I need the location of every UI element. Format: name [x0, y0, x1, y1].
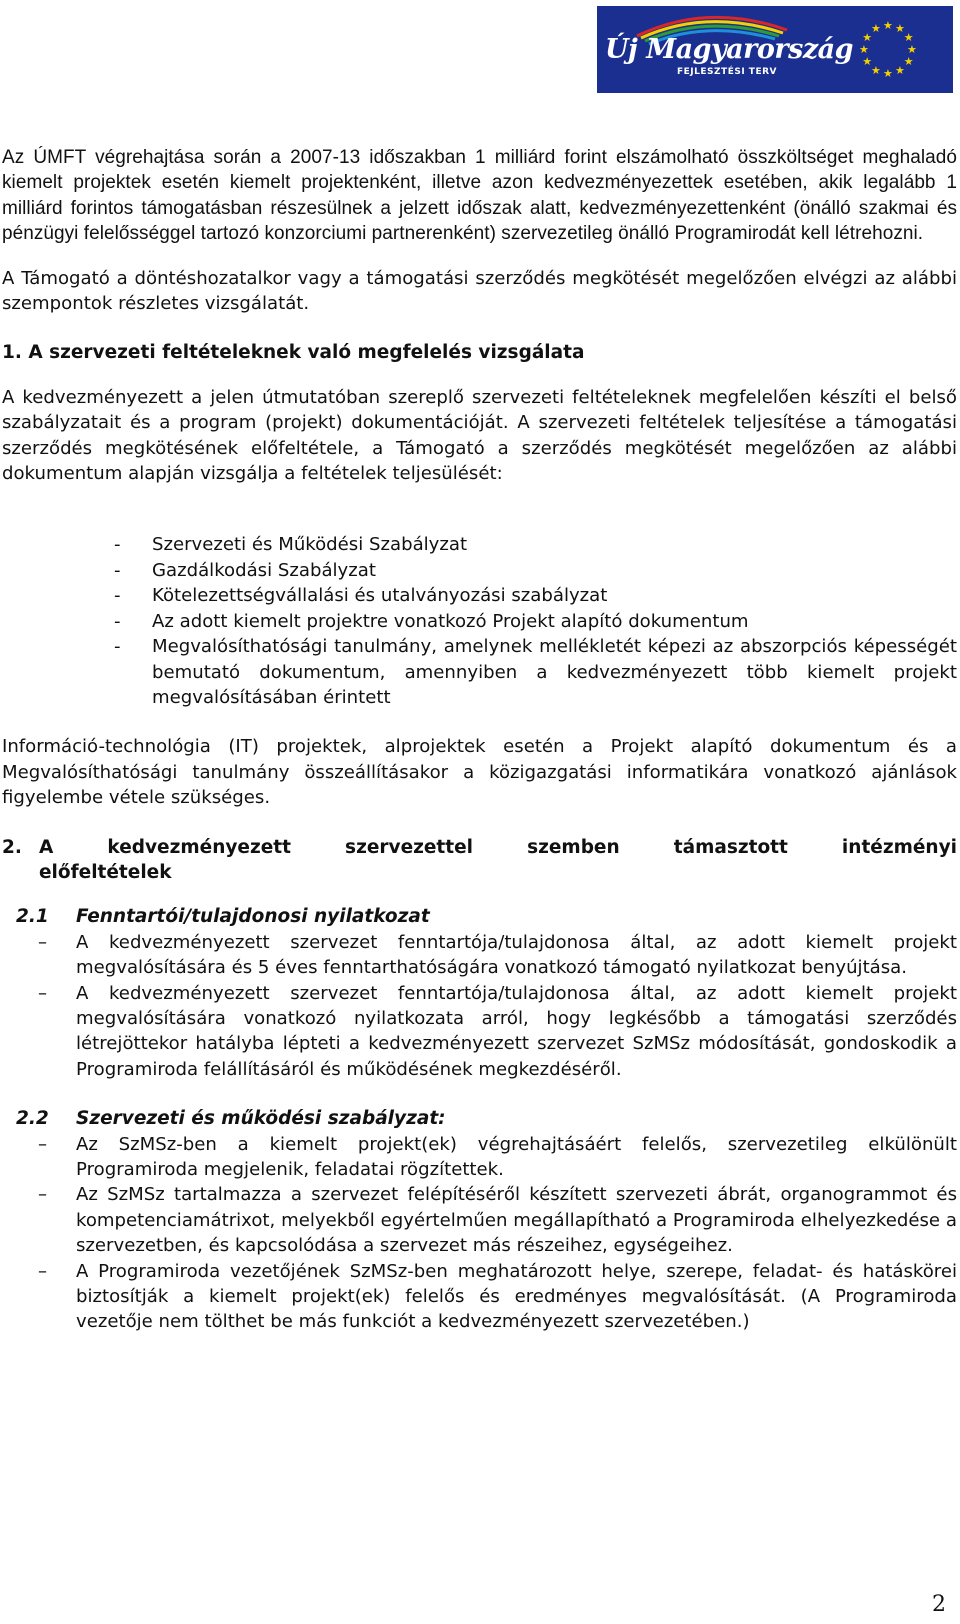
section-1-body: A kedvezményezett a jelen útmutatóban szereplő szervezeti feltételeknek megfelelően készíti el belső szabályzatait és a program (projekt) dokumentációját. A szervezeti feltételek teljesítése a támogatási szerződés megkötésének előfeltétele, a Támogató a szerződés megkötését megelőzően az alábbi dokumentum alapján vizsgálja a feltételek teljesülését:: [2, 386, 957, 485]
eu-star-icon: ★: [862, 31, 873, 44]
eu-star-icon: ★: [903, 55, 914, 68]
eu-star-icon: ★: [895, 22, 905, 36]
it-projects-note: Információ-technológia (IT) projektek, alprojektek esetén a Projekt alapító dokumentum és a Megvalósíthatósági tanulmány összeállításakor a közigazgatási informatikára vonatkozó ajánlások figyelembe vétele szükséges.: [2, 736, 957, 809]
section-1-heading: 1. A szervezeti feltételeknek való megfelelés vizsgálata: [2, 342, 585, 364]
list-item: - Az adott kiemelt projektre vonatkozó Projekt alapító dokumentum: [114, 610, 749, 632]
list-item: – A Programiroda vezetőjének SzMSz-ben meghatározott helye, szerepe, feladat- és hatáskörei biztosítják a kiemelt projekt(ek) felelős és eredményes megvalósítását. (A Programiroda vezetője nem tölthet be más funkciót a kedvezményezett szervezetében.): [38, 1260, 957, 1333]
list-item: – Az SzMSz tartalmazza a szervezet felépítéséről készített szervezeti ábrát, organogrammot és kompetenciamátrixot, melyekből egyértelműen megállapítható a Programiroda elhelyezkedése a szervezetben, és kapcsolódása a szervezet más részeihez, egységeihez.: [38, 1184, 957, 1257]
eu-star-icon: ★: [895, 63, 905, 77]
intro-paragraph-1: Az ÚMFT végrehajtása során a 2007-13 időszakban 1 milliárd forint elszámolható összköltséget meghaladó kiemelt projektek esetén kiemelt projektenként, illetve azon kedvezményezettek esetében, akik legalább 1 milliárd forintos támogatásban részesülnek a jelzett időszak alatt, kedvezményezettenként (önálló szakmai és pénzügyi felelősséggel tartozó konzorciumi partnerenként) szervezetileg önálló Programirodát kell létrehozni.: [2, 147, 957, 245]
section-2-heading: 2. A kedvezményezett szervezettel szemben támasztott intézményi előfeltételek: [2, 836, 957, 883]
list-item: – A kedvezményezett szervezet fenntartója/tulajdonosa által, az adott kiemelt projekt megvalósítására és 5 éves fenntarthatóságára vonatkozó támogató nyilatkozat benyújtása.: [38, 931, 957, 979]
logo-sub-text: FEJLESZTÉSI TERV: [677, 67, 777, 77]
eu-star-icon: ★: [907, 43, 917, 56]
intro-paragraph-2: A Támogató a döntéshozatalkor vagy a támogatási szerződés megkötését megelőzően elvégzi az alábbi szempontok részletes vizsgálatát.: [2, 267, 957, 315]
section-2-1-heading: 2.1 Fenntartói/tulajdonosi nyilatkozat: [16, 906, 430, 928]
uj-magyarorszag-logo: [597, 6, 953, 93]
list-item: - Kötelezettségvállalási és utalványozási szabályzat: [114, 585, 608, 607]
list-item: - Szervezeti és Működési Szabályzat: [114, 534, 468, 556]
eu-star-icon: ★: [883, 19, 893, 32]
eu-star-icon: ★: [871, 63, 881, 77]
eu-star-icon: ★: [862, 55, 873, 68]
list-item: – A kedvezményezett szervezet fenntartója/tulajdonosa által, az adott kiemelt projekt megvalósítására vonatkozó nyilatkozata arról, hogy legkésőbb a támogatási szerződés létrejöttekor hatályba lépteti a kedvezményezett szervezet SzMSz módosítását, gondoskodik a Programiroda felállításáról és működésének megkezdéséről.: [38, 982, 957, 1080]
eu-star-icon: ★: [871, 22, 881, 36]
document-body: [2, 145, 957, 1335]
section-2-2-heading: 2.2 Szervezeti és működési szabályzat:: [16, 1108, 446, 1130]
required-documents-list: [2, 532, 957, 710]
section-2-2-list: [2, 1132, 957, 1335]
eu-star-icon: ★: [903, 31, 914, 44]
list-item: – Az SzMSz-ben a kiemelt projekt(ek) végrehajtásáért felelős, szervezetileg elkülönült Programiroda megjelenik, feladatai rögzítettek.: [38, 1133, 957, 1180]
logo-main-text: Új Magyarország: [605, 34, 854, 65]
eu-star-icon: ★: [859, 43, 869, 56]
page-number: 2: [932, 1592, 946, 1617]
eu-star-icon: ★: [883, 67, 893, 80]
list-item: - Gazdálkodási Szabályzat: [114, 559, 376, 581]
section-2-1-list: [2, 930, 957, 1082]
list-item: - Megvalósíthatósági tanulmány, amelynek mellékletét képezi az abszorpciós képességét bemutató dokumentum, amennyiben a kedvezményezett több kiemelt projekt megvalósításában érintett: [114, 636, 957, 708]
